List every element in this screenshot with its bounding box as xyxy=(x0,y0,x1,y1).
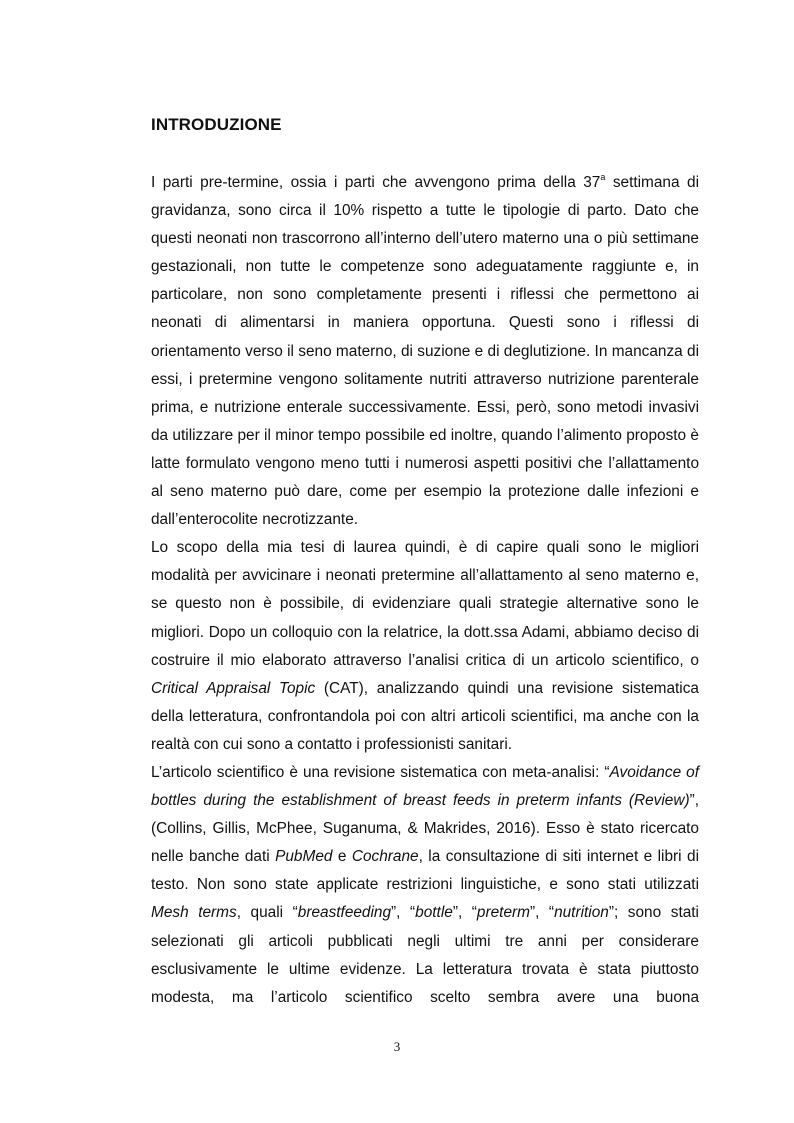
italic-database-pubmed: PubMed xyxy=(275,848,333,866)
paragraph-article-description xyxy=(151,759,699,1012)
ordinal-superscript: a xyxy=(600,171,606,182)
text-segment: , la consultazione di siti internet e libri di testo. Non sono state applicate restrizioni linguistiche, e sono stati utilizzati xyxy=(151,848,699,894)
paragraph-thesis-aim xyxy=(151,534,699,759)
text-segment: (CAT), analizzando quindi una revisione sistematica della letteratura, confrontandola poi con altri articoli scientifici, ma anche con la realtà con cui sono a contatto i professionisti sanitari. xyxy=(151,679,699,753)
italic-term-bottle: bottle xyxy=(415,904,453,922)
text-segment: e xyxy=(332,848,352,866)
body-text xyxy=(151,169,699,1012)
text-segment: I parti pre-termine, ossia i parti che avvengono prima della 37 xyxy=(151,174,601,191)
text-segment: settimana di gravidanza, sono circa il 10% rispetto a tutte le tipologie di parto. Dato che questi neonati non trascorrono all’interno dell’utero materno una o più settimane gestazionali, non tutte le competenze sono adeguatamente raggiunte e, in particolare, non sono completamente presenti i riflessi che permettono ai neonati di alimentarsi in maniera opportuna. Questi sono i riflessi di orientamento verso il seno materno, di suzione e di deglutizione. In mancanza di essi, i pretermine vengono solitamente nutriti attraverso nutrizione parenterale prima, e nutrizione enterale successivamente. Essi, però, sono metodi invasivi da utilizzare per il minor tempo possibile ed inoltre, quando l’alimento proposto è latte formulato vengono meno tutti i numerosi aspetti positivi che l’allattamento al seno materno può dare, come per esempio la protezione dalle infezioni e dall’enterocolite necrotizzante. xyxy=(151,174,699,529)
text-segment: L’articolo scientifico è una revisione sistematica con meta-analisi: “ xyxy=(151,763,610,781)
text-segment: ”, (Collins, Gillis, McPhee, Suganuma, & Makrides, 2016). Esso è stato ricercato nelle banche dati xyxy=(151,792,699,866)
italic-term-nutrition: nutrition xyxy=(554,904,609,922)
text-segment: ”; sono stati selezionati gli articoli pubblicati negli ultimi tre anni per considerare esclusivamente le ultime evidenze. La letteratura trovata è stata piuttosto modesta, ma l’articolo scientifico scelto sembra avere una buona xyxy=(151,904,699,1006)
italic-term-cat: Critical Appraisal Topic xyxy=(151,679,316,697)
italic-term-breastfeeding: breastfeeding xyxy=(297,904,392,922)
text-segment: , quali “ xyxy=(236,904,298,922)
italic-database-cochrane: Cochrane xyxy=(351,848,419,866)
section-heading: INTRODUZIONE xyxy=(151,115,282,134)
paragraph-intro-preterm xyxy=(151,169,699,534)
italic-mesh-terms: Mesh terms xyxy=(151,904,237,922)
text-segment: Lo scopo della mia tesi di laurea quindi, è di capire quali sono le migliori modalità per avvicinare i neonati pretermine all’allattamento al seno materno e, se questo non è possibile, di evidenziare quali strategie alternative sono le migliori. Dopo un colloquio con la relatrice, la dott.ssa Adami, abbiamo deciso di costruire il mio elaborato attraverso l’analisi critica di un articolo scientifico, o xyxy=(151,539,699,669)
text-segment: ”, “ xyxy=(452,904,477,922)
italic-term-preterm: preterm xyxy=(476,904,530,922)
italic-article-title: Avoidance of bottles during the establishment of breast feeds in preterm infants (Review) xyxy=(151,763,699,810)
text-segment: ”, “ xyxy=(529,904,555,922)
page-number: 3 xyxy=(393,1039,401,1054)
text-segment: ”, “ xyxy=(391,904,416,922)
